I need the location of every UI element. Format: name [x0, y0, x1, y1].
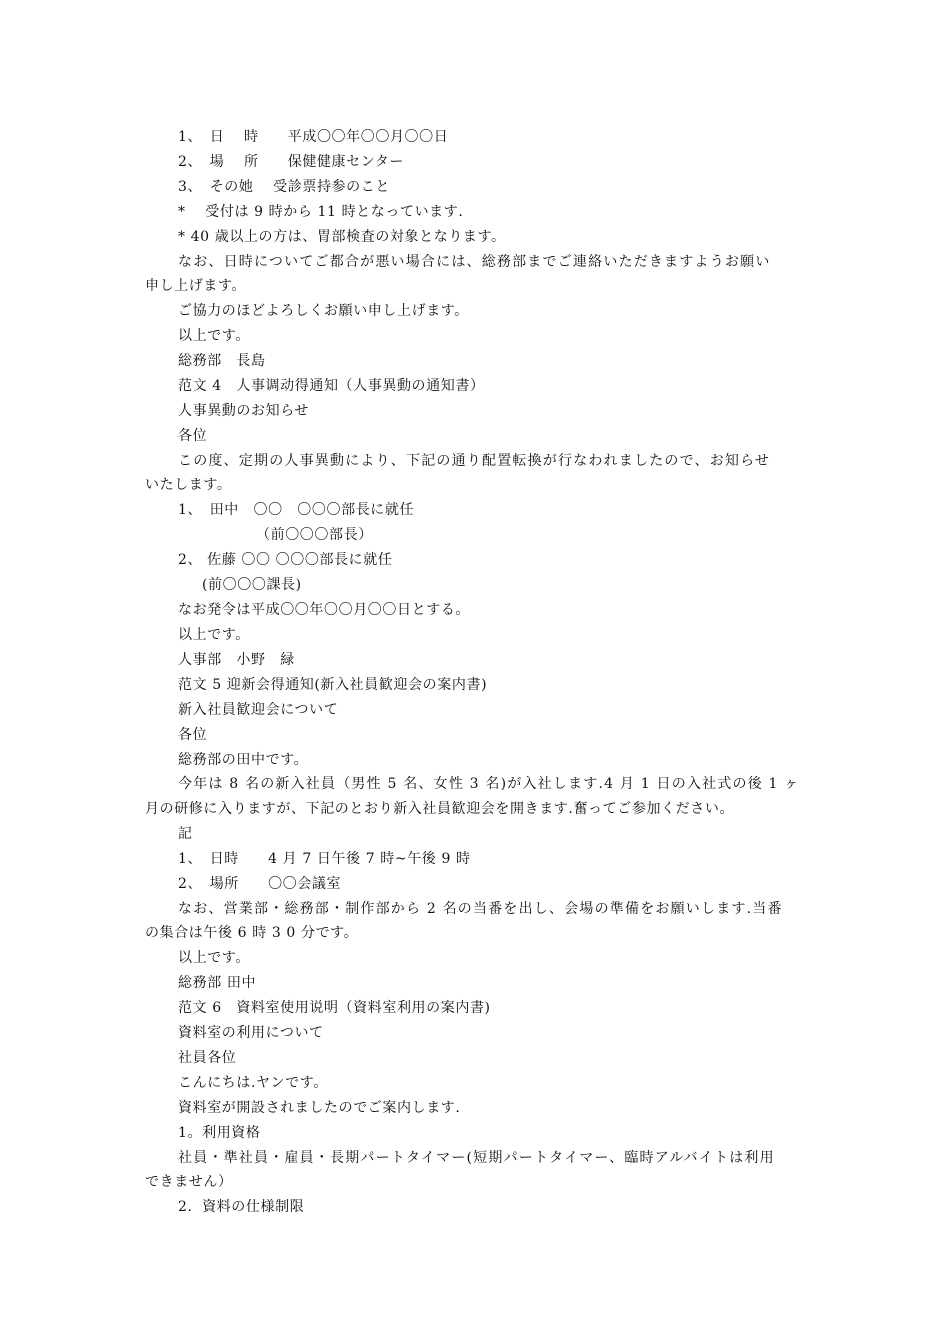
section-heading: 范文 5 迎新会得通知(新入社員歓迎会の案内書) — [178, 677, 488, 693]
addressee: 各位 — [178, 428, 208, 444]
paragraph-duty-cont: の集合は午後 6 時 3 0 分です。 — [145, 925, 359, 941]
list-item-sato: 2、 佐藤 〇〇 〇〇〇部長に就任 — [178, 552, 393, 568]
signature: 総務部 長島 — [178, 353, 266, 369]
meeting-item-place: 2、 場 所 保健健康センター — [178, 154, 404, 170]
addressee: 各位 — [178, 727, 208, 743]
subsection-eligibility: 1。利用資格 — [178, 1125, 261, 1141]
paragraph-duty: なお、営業部・総務部・制作部から 2 名の当番を出し、会場の準備をお願いします.当番 — [178, 901, 783, 917]
section-heading: 范文 4 人事调动得通知（人事異動の通知書） — [178, 378, 485, 394]
greeting: こんにちは.ヤンです。 — [178, 1075, 328, 1091]
paragraph-new-employees-cont: 月の研修に入りますが、下記のとおり新入社員歓迎会を開きます.奮ってご参加ください。 — [145, 801, 735, 817]
paragraph-inconvenience-cont: 申し上げます。 — [145, 278, 247, 294]
paragraph-new-employees: 今年は 8 名の新入社員（男性 5 名、女性 3 名)が入社します.4 月 1 日の入社式の後 1 ヶ — [178, 776, 800, 792]
greeting: 総務部の田中です。 — [178, 752, 309, 768]
addressee: 社員各位 — [178, 1050, 237, 1066]
closing-text: 以上です。 — [178, 950, 250, 966]
paragraph-cooperation: ご協力のほどよろしくお願い申し上げます。 — [178, 303, 469, 319]
meeting-item-date: 1、 日 時 平成〇〇年〇〇月〇〇日 — [178, 129, 449, 145]
list-item-sato-previous: (前〇〇〇課長) — [202, 577, 302, 593]
paragraph-transfer-cont: いたします。 — [145, 477, 232, 493]
document-title: 人事異動のお知らせ — [178, 403, 309, 419]
signature: 人事部 小野 緑 — [178, 652, 295, 668]
notation-heading: 記 — [178, 826, 193, 842]
meeting-item-other: 3、 その她 受診票持参のこと — [178, 179, 390, 195]
list-item-tanaka: 1、 田中 〇〇 〇〇〇部長に就任 — [178, 502, 415, 518]
paragraph-opening: 資料室が開設されましたのでご案内します. — [178, 1100, 461, 1116]
closing-text: 以上です。 — [178, 627, 250, 643]
party-item-place: 2、 場所 〇〇会議室 — [178, 876, 342, 892]
paragraph-effective-date: なお発令は平成〇〇年〇〇月〇〇日とする。 — [178, 602, 470, 618]
document-title: 資料室の利用について — [178, 1025, 324, 1041]
paragraph-eligibility: 社員・準社員・雇員・長期パートタイマー(短期パートタイマー、臨時アルバイトは利用 — [178, 1150, 775, 1166]
party-item-date: 1、 日時 4 月 7 日午後 7 時~午後 9 時 — [178, 851, 471, 867]
note-reception-hours: * 受付は 9 時から 11 時となっています. — [178, 204, 464, 220]
paragraph-inconvenience: なお、日時についてご都合が悪い場合には、総務部までご連絡いただきますようお願い — [178, 254, 771, 270]
closing-text: 以上です。 — [178, 328, 250, 344]
document-title: 新入社員歓迎会について — [178, 702, 339, 718]
paragraph-transfer: この度、定期の人事異動により、下記の通り配置転換が行なわれましたので、お知らせ — [178, 453, 771, 469]
subsection-restrictions: 2．資料の仕様制限 — [178, 1199, 305, 1215]
section-heading: 范文 6 資料室使用说明（資料室利用の案内書) — [178, 1000, 491, 1016]
note-stomach-exam: * 40 歳以上の方は、胃部検査の対象となります。 — [178, 229, 506, 245]
paragraph-eligibility-cont: できません） — [145, 1174, 233, 1190]
list-item-tanaka-previous: （前〇〇〇部長） — [256, 527, 373, 543]
signature: 総務部 田中 — [178, 975, 257, 991]
